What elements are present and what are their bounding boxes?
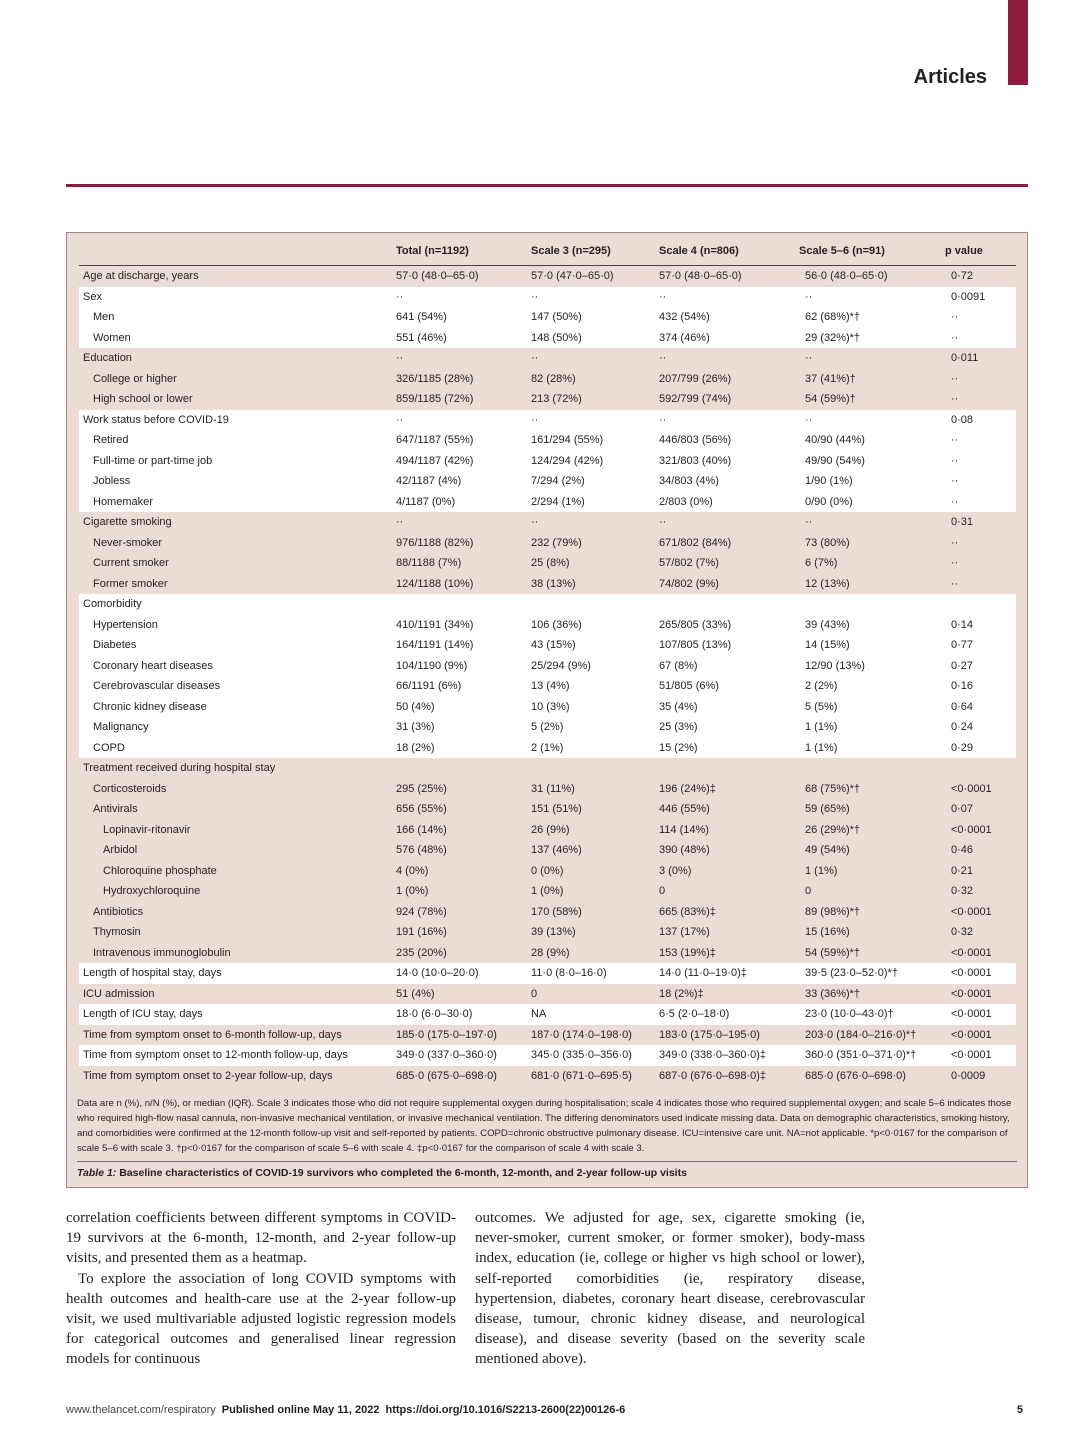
row-label: Age at discharge, years [83,270,199,282]
scale-5-6-cell: 685·0 (676·0–698·0) [805,1069,906,1082]
total-cell: ·· [396,352,404,364]
total-cell: 31 (3%) [396,721,435,733]
scale-4-cell: 432 (54%) [659,311,710,323]
table-row [79,307,1016,328]
footer-published: Published online May 11, 2022 [221,1404,380,1416]
total-cell: 641 (54%) [396,311,447,323]
scale-3-cell: 31 (11%) [531,782,575,795]
table-row [79,1066,1016,1087]
scale-5-6-cell: 360·0 (351·0–371·0)*† [805,1049,917,1061]
caption-rule [77,1161,1017,1162]
table-row [79,840,1016,861]
table-row [79,1045,1016,1066]
scale-4-cell: ·· [659,352,667,364]
scale-5-6-cell: 33 (36%)*† [805,987,861,1000]
scale-5-6-cell: ·· [805,516,813,528]
row-label: Time from symptom onset to 12-month follow-up, days [83,1049,348,1061]
total-cell: 235 (20%) [396,946,447,959]
total-cell: 66/1191 (6%) [396,680,462,692]
p-value-cell: 0·77 [951,639,974,651]
scale-4-cell: 687·0 (676·0–698·0)‡ [659,1069,767,1082]
scale-3-cell: 161/294 (55%) [531,434,604,446]
p-value-cell: <0·0001 [951,946,992,959]
total-cell: 349·0 (337·0–360·0) [396,1049,497,1061]
scale-4-cell: 107/805 (13%) [659,639,732,651]
scale-4-cell: ·· [659,516,667,528]
table-row [79,553,1016,574]
table-row [79,656,1016,677]
total-cell: 295 (25%) [396,782,447,795]
p-value-cell: 0·72 [951,270,974,282]
scale-5-6-cell: 6 (7%) [805,557,838,569]
table-row [79,697,1016,718]
scale-4-cell: 390 (48%) [659,844,710,856]
scale-3-cell: 5 (2%) [531,721,564,733]
scale-3-cell: 26 (9%) [531,823,570,836]
scale-3-cell: 213 (72%) [531,393,582,405]
scale-3-cell: 39 (13%) [531,926,576,938]
total-cell: ·· [396,516,404,528]
row-label: Length of hospital stay, days [83,967,222,979]
total-cell: 924 (78%) [396,905,447,918]
table-row [79,984,1016,1005]
table-footnote: Data are n (%), n/N (%), or median (IQR). Scale 3 indicates those who did not require supplemental oxygen during hospitalisation; scale 4 indicates those who required supplemental oxygen; and scale 5–6 indicates those who required high-flow nasal cannula, non-invasive mechanical ventilation, or invasive mechanical ventilation. The differing denominators used indicate missing data. Data on demographic characteristics, smoking history, and comorbidities were confirmed at the 12-month follow-up visit and self-reported by patients. COPD=chronic obstructive pulmonary disease. ICU=intensive care unit. NA=not applicable. *p<0·0167 for the comparison of scale 5–6 with scale 3. †p<0·0167 for the comparison of scale 5–6 with scale 4. ‡p<0·0167 for the comparison of scale 4 with scale 3. [77,1098,1012,1154]
table-row [79,533,1016,554]
row-label: Chloroquine phosphate [103,864,217,877]
scale-4-cell: 665 (83%)‡ [659,905,716,918]
p-value-cell: 0·21 [951,864,974,877]
table-row [79,369,1016,390]
scale-3-cell: 2 (1%) [531,741,564,754]
row-label: Treatment received during hospital stay [83,762,276,774]
table-row [79,820,1016,841]
scale-5-6-cell: 73 (80%) [805,536,850,549]
row-label: Time from symptom onset to 6-month follow-up, days [83,1028,342,1041]
row-label: Cigarette smoking [83,516,172,528]
scale-4-cell: 321/803 (40%) [659,454,732,467]
scale-3-cell: 13 (4%) [531,680,570,692]
scale-3-cell: 25 (8%) [531,557,570,569]
p-value-cell: 0·07 [951,803,974,815]
scale-4-cell: 671/802 (84%) [659,536,732,549]
table-row [79,1004,1016,1025]
row-label: High school or lower [93,393,193,405]
total-cell: 14·0 (10·0–20·0) [396,967,479,979]
p-value-cell: ·· [951,434,959,446]
scale-5-6-cell: 1 (1%) [805,864,838,877]
total-cell: 124/1188 (10%) [396,577,474,590]
scale-5-6-cell: 0 [805,885,812,897]
p-value-cell: ·· [951,536,959,549]
row-label: Chronic kidney disease [93,700,207,713]
scale-3-cell: 681·0 (671·0–695·5) [531,1069,632,1082]
table-row [79,881,1016,902]
total-cell: 104/1190 (9%) [396,659,468,672]
row-label: Antibiotics [93,905,144,918]
p-value-cell: ·· [951,331,959,344]
row-label: Malignancy [93,721,149,733]
scale-5-6-cell: 39 (43%) [805,618,850,631]
footer-doi[interactable]: https://doi.org/10.1016/S2213-2600(22)00126-6 [385,1404,626,1416]
scale-5-6-cell: 1 (1%) [805,721,838,733]
scale-3-cell: 170 (58%) [531,905,582,918]
scale-4-cell: ·· [659,413,667,426]
table-row [79,902,1016,923]
scale-4-cell: 2/803 (0%) [659,495,713,508]
scale-4-cell: 153 (19%)‡ [659,946,716,959]
p-value-cell: ·· [951,577,959,590]
scale-5-6-cell: 40/90 (44%) [805,434,865,446]
table-row [79,861,1016,882]
footer-url[interactable]: www.thelancet.com/respiratory [66,1404,216,1416]
scale-5-6-cell: 1 (1%) [805,741,838,754]
row-label: Cerebrovascular diseases [93,680,221,692]
scale-4-cell: ·· [659,290,667,303]
row-label: Intravenous immunoglobulin [93,946,231,959]
scale-3-cell: 232 (79%) [531,536,582,549]
total-cell: 166 (14%) [396,823,447,836]
table-row [79,676,1016,697]
table-row [79,287,1016,308]
row-label: Never-smoker [93,536,163,549]
scale-3-cell: 57·0 (47·0–65·0) [531,270,614,282]
p-value-cell: 0·31 [951,516,974,528]
total-cell: 88/1188 (7%) [396,557,462,569]
p-value-cell: 0·32 [951,926,974,938]
row-label: Former smoker [93,577,168,590]
caption-text: Baseline characteristics of COVID-19 survivors who completed the 6-month, 12-month, and 2-year follow-up visits [116,1167,687,1179]
scale-4-cell: 137 (17%) [659,926,710,938]
p-value-cell: 0·64 [951,700,974,713]
p-value-cell: ·· [951,557,959,569]
scale-3-cell: 10 (3%) [531,700,570,713]
row-label: Current smoker [93,557,169,569]
table-row [79,717,1016,738]
scale-3-cell: 151 (51%) [531,803,582,815]
column-header-scale-3: Scale 3 (n=295) [531,245,611,257]
row-label: Jobless [93,475,131,487]
total-cell: 410/1191 (34%) [396,618,474,631]
p-value-cell: ·· [951,372,959,385]
table-row [79,799,1016,820]
scale-5-6-cell: ·· [805,290,813,303]
row-label: Women [93,331,131,344]
total-cell: 51 (4%) [396,987,435,1000]
scale-3-cell: ·· [531,413,539,426]
row-label: Diabetes [93,639,137,651]
total-cell: 42/1187 (4%) [396,475,462,487]
p-value-cell: ·· [951,311,959,323]
p-value-cell: 0·46 [951,844,974,856]
table-row [79,574,1016,595]
scale-3-cell: 137 (46%) [531,844,582,856]
p-value-cell: 0·29 [951,741,974,754]
total-cell: 185·0 (175·0–197·0) [396,1028,497,1041]
total-cell: 4/1187 (0%) [396,495,456,508]
scale-3-cell: 187·0 (174·0–198·0) [531,1028,632,1041]
scale-5-6-cell: 54 (59%)† [805,393,856,405]
row-label: Work status before COVID-19 [83,413,229,426]
scale-5-6-cell: 49 (54%) [805,844,850,856]
scale-4-cell: 57·0 (48·0–65·0) [659,270,742,282]
scale-4-cell: 196 (24%)‡ [659,782,716,795]
row-label: Comorbidity [83,598,142,610]
scale-4-cell: 446 (55%) [659,803,710,815]
scale-5-6-cell: 0/90 (0%) [805,495,853,508]
scale-3-cell: 147 (50%) [531,311,582,323]
table-header [79,241,1016,266]
row-label: COPD [93,741,125,754]
table-row [79,492,1016,513]
caption-label: Table 1: [77,1167,117,1179]
row-label: Corticosteroids [93,782,167,795]
total-cell: 656 (55%) [396,803,447,815]
p-value-cell: 0·0091 [951,290,986,303]
total-cell: 18·0 (6·0–30·0) [396,1008,473,1020]
row-label: Arbidol [103,844,138,856]
scale-5-6-cell: 203·0 (184·0–216·0)*† [805,1028,917,1041]
total-cell: 685·0 (675·0–698·0) [396,1069,497,1082]
scale-3-cell: 11·0 (8·0–16·0) [531,967,607,979]
total-cell: 50 (4%) [396,700,435,713]
body-paragraph: correlation coefficients between different symptoms in COVID-19 survivors at the 6-month, 12-month, and 2-year follow-up visits, and presented them as a heatmap. [66,1210,456,1267]
table-row [79,922,1016,943]
scale-5-6-cell: 26 (29%)*† [805,823,861,836]
scale-4-cell: 265/805 (33%) [659,618,732,631]
scale-4-cell: 592/799 (74%) [659,393,732,405]
p-value-cell: <0·0001 [951,1028,992,1041]
p-value-cell: 0·08 [951,413,974,426]
p-value-cell: ·· [951,454,959,467]
body-paragraph: To explore the association of long COVID symptoms with health outcomes and health-care use at the 2-year follow-up visit, we used multivariable adjusted logistic regression models for categorical outcomes and generalised linear regression models for continuous [66,1270,456,1368]
scale-5-6-cell: 5 (5%) [805,700,838,713]
p-value-cell: 0·27 [951,659,974,672]
total-cell: 18 (2%) [396,741,435,754]
table-row [79,471,1016,492]
journal-color-tab [1008,0,1028,85]
scale-4-cell: 34/803 (4%) [659,475,719,487]
scale-3-cell: 345·0 (335·0–356·0) [531,1049,632,1061]
total-cell: 859/1185 (72%) [396,393,474,405]
table-row [79,943,1016,964]
p-value-cell: <0·0001 [951,823,992,836]
column-header-total: Total (n=1192) [396,245,469,257]
scale-3-cell: 38 (13%) [531,577,576,590]
p-value-cell: ·· [951,495,959,508]
p-value-cell: 0·16 [951,680,974,692]
p-value-cell: 0·14 [951,618,974,631]
table-row [79,615,1016,636]
scale-3-cell: 0 [531,987,538,1000]
scale-4-cell: 57/802 (7%) [659,557,719,569]
scale-5-6-cell: 14 (15%) [805,639,850,651]
table-row [79,389,1016,410]
scale-4-cell: 0 [659,885,666,897]
row-label: Thymosin [93,926,141,938]
scale-4-cell: 35 (4%) [659,700,698,713]
row-label: Lopinavir-ritonavir [103,823,191,836]
scale-5-6-cell: 12/90 (13%) [805,659,865,672]
scale-5-6-cell: ·· [805,413,813,426]
scale-4-cell: 25 (3%) [659,721,698,733]
scale-4-cell: 207/799 (26%) [659,372,732,385]
row-label: Men [93,311,115,323]
scale-3-cell: 43 (15%) [531,639,576,651]
total-cell: 57·0 (48·0–65·0) [396,270,479,282]
total-cell: ·· [396,290,404,303]
scale-3-cell: 25/294 (9%) [531,659,591,672]
scale-5-6-cell: 39·5 (23·0–52·0)*† [805,967,898,979]
total-cell: 326/1185 (28%) [396,372,474,385]
row-label: Homemaker [93,495,153,508]
scale-4-cell: 15 (2%) [659,741,698,754]
scale-5-6-cell: 54 (59%)*† [805,946,861,959]
p-value-cell: <0·0001 [951,987,992,1000]
scale-5-6-cell: 15 (16%) [805,926,850,938]
scale-3-cell: 124/294 (42%) [531,454,604,467]
p-value-cell: 0·0009 [951,1069,986,1082]
row-label: College or higher [93,372,177,385]
row-label: Antivirals [93,803,138,815]
total-cell: 976/1188 (82%) [396,536,474,549]
total-cell: 647/1187 (55%) [396,434,474,446]
table-1 [66,232,1028,1188]
row-label: Coronary heart diseases [93,659,213,672]
row-label: Time from symptom onset to 2-year follow-up, days [83,1069,333,1082]
total-cell: 551 (46%) [396,331,447,344]
row-label: Retired [93,434,129,446]
scale-5-6-cell: 59 (65%) [805,803,850,815]
scale-5-6-cell: 49/90 (54%) [805,454,865,467]
column-header-scale-5-6: Scale 5–6 (n=91) [799,245,885,257]
column-header-p-value: p value [945,245,983,257]
total-cell: 4 (0%) [396,864,429,877]
scale-5-6-cell: 23·0 (10·0–43·0)† [805,1008,894,1020]
body-column-left [66,1208,456,1370]
table-body [79,266,1016,1086]
scale-5-6-cell: 37 (41%)† [805,372,856,385]
row-label: ICU admission [83,987,155,1000]
table-row [79,512,1016,533]
scale-3-cell: 1 (0%) [531,885,564,897]
scale-5-6-cell: 12 (13%) [805,577,850,590]
page-footer [66,1404,1028,1416]
row-label: Sex [83,290,102,303]
scale-3-cell: 28 (9%) [531,946,570,959]
p-value-cell: <0·0001 [951,967,992,979]
total-cell: 164/1191 (14%) [396,639,474,651]
row-label: Full-time or part-time job [93,454,213,467]
scale-4-cell: 6·5 (2·0–18·0) [659,1008,730,1020]
scale-3-cell: ·· [531,516,539,528]
scale-3-cell: 7/294 (2%) [531,475,585,487]
p-value-cell: 0·32 [951,885,974,897]
p-value-cell: <0·0001 [951,782,992,795]
scale-4-cell: 74/802 (9%) [659,577,719,590]
p-value-cell: <0·0001 [951,1008,992,1020]
scale-3-cell: 148 (50%) [531,331,582,344]
scale-4-cell: 349·0 (338·0–360·0)‡ [659,1049,767,1061]
table-caption [77,1167,1017,1179]
scale-4-cell: 114 (14%) [659,823,709,836]
scale-5-6-cell: 29 (32%)*† [805,331,861,344]
scale-4-cell: 3 (0%) [659,864,692,877]
scale-3-cell: 2/294 (1%) [531,495,585,508]
scale-4-cell: 374 (46%) [659,331,710,344]
p-value-cell: ·· [951,393,959,405]
row-label: Hydroxychloroquine [103,885,201,897]
total-cell: ·· [396,413,404,426]
table-row [79,594,1016,615]
scale-4-cell: 67 (8%) [659,659,698,672]
scale-5-6-cell: ·· [805,352,813,364]
scale-3-cell: 82 (28%) [531,372,576,385]
scale-4-cell: 14·0 (11·0–19·0)‡ [659,967,747,979]
scale-4-cell: 18 (2%)‡ [659,987,704,1000]
body-column-right [475,1208,865,1370]
scale-5-6-cell: 62 (68%)*† [805,311,861,323]
table-row [79,451,1016,472]
total-cell: 576 (48%) [396,844,447,856]
p-value-cell: <0·0001 [951,1049,992,1061]
p-value-cell: <0·0001 [951,905,992,918]
row-label: Education [83,352,132,364]
scale-5-6-cell: 56·0 (48·0–65·0) [805,270,888,282]
total-cell: 1 (0%) [396,885,429,897]
scale-5-6-cell: 1/90 (1%) [805,475,853,487]
column-header-scale-4: Scale 4 (n=806) [659,245,739,257]
table-row [79,738,1016,759]
body-paragraph: outcomes. We adjusted for age, sex, cigarette smoking (ie, never-smoker, current smoker, or former smoker), body-mass index, education (ie, college or higher vs high school or lower), self-reported comorbidities (ie, respiratory disease, hypertension, diabetes, coronary heart disease, cerebrovascular disease, tumour, chronic kidney disease, and neurological disease), and disease severity (based on the severity scale mentioned above). [475,1210,865,1368]
scale-4-cell: 51/805 (6%) [659,680,719,692]
table-row [79,1025,1016,1046]
total-cell: 191 (16%) [396,926,447,938]
table-row [79,348,1016,369]
scale-3-cell: NA [531,1008,547,1020]
p-value-cell: 0·24 [951,721,974,733]
scale-5-6-cell: 89 (98%)*† [805,905,861,918]
total-cell: 494/1187 (42%) [396,454,474,467]
table-row [79,779,1016,800]
scale-3-cell: 106 (36%) [531,618,582,631]
scale-3-cell: ·· [531,352,539,364]
section-label: Articles [913,66,987,88]
p-value-cell: 0·011 [951,352,979,364]
scale-4-cell: 183·0 (175·0–195·0) [659,1028,760,1041]
p-value-cell: ·· [951,475,959,487]
table-row [79,963,1016,984]
row-label: Hypertension [93,618,158,631]
scale-4-cell: 446/803 (56%) [659,434,732,446]
scale-5-6-cell: 68 (75%)*† [805,782,861,795]
table-row [79,430,1016,451]
table-row [79,266,1016,287]
page-number: 5 [1016,1404,1023,1416]
header-rule [66,184,1028,187]
row-label: Length of ICU stay, days [83,1008,203,1020]
table-row [79,410,1016,431]
scale-3-cell: 0 (0%) [531,864,564,877]
table-row [79,758,1016,779]
table-row [79,635,1016,656]
scale-3-cell: ·· [531,290,539,303]
scale-5-6-cell: 2 (2%) [805,680,838,692]
table-row [79,328,1016,349]
